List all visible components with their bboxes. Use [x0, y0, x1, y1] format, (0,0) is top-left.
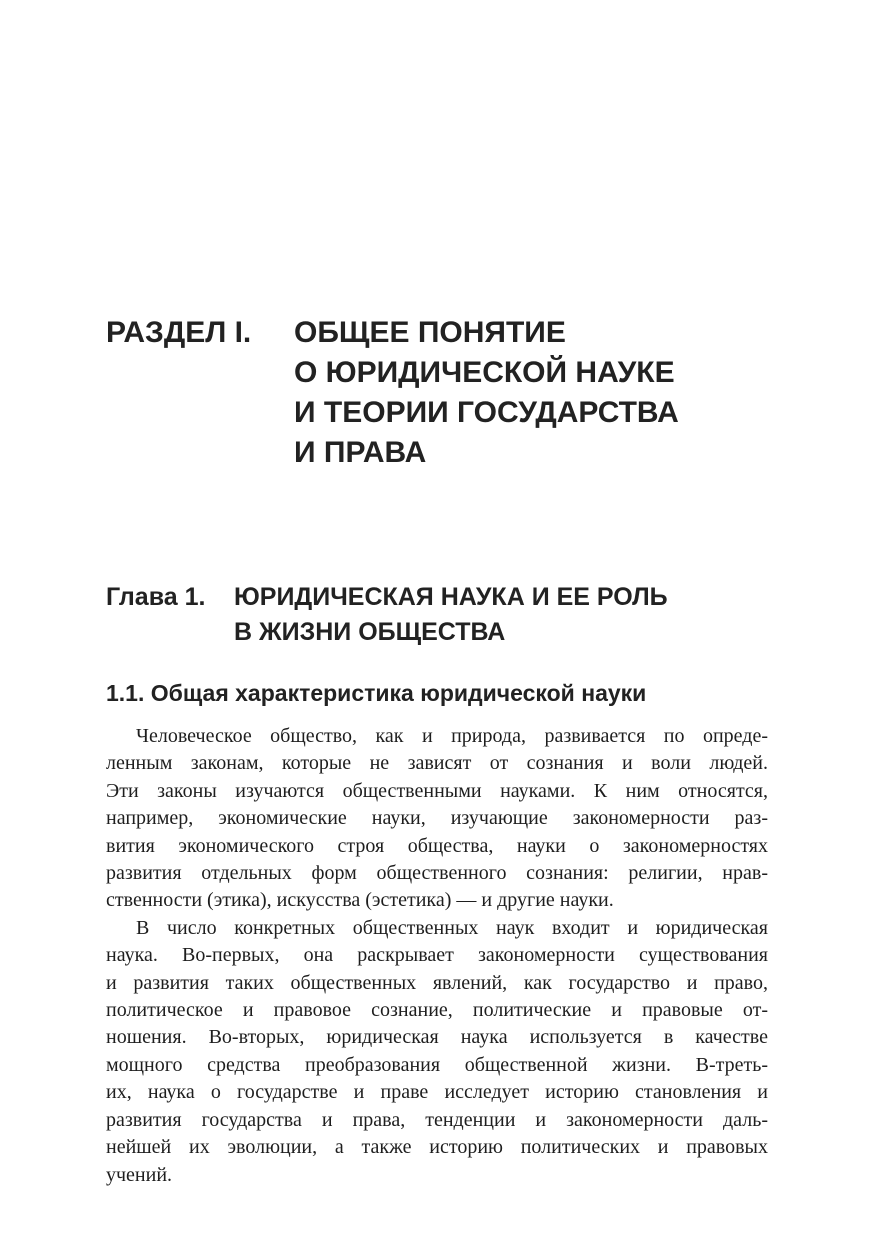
text-line: вития экономического строя общества, науки о закономерностях — [106, 834, 768, 857]
text-line: политическое и правовое сознание, политические и правовые от- — [106, 999, 768, 1022]
body-text — [106, 723, 768, 1189]
section-title-line: И ПРАВА — [294, 436, 427, 469]
text-line: В число конкретных общественных наук входит и юридическая — [136, 916, 768, 939]
section-label: РАЗДЕЛ I. — [106, 316, 252, 349]
text-line: наука. Во-первых, она раскрывает закономерности существования — [106, 944, 768, 967]
chapter-title — [234, 580, 774, 650]
section-title-line: ОБЩЕЕ ПОНЯТИЕ — [294, 316, 566, 349]
section-title-line: И ТЕОРИИ ГОСУДАРСТВА — [294, 396, 679, 429]
paragraph-2 — [106, 915, 768, 1189]
chapter-title-line: ЮРИДИЧЕСКАЯ НАУКА И ЕЕ РОЛЬ — [234, 583, 668, 611]
text-line: их, наука о государстве и праве исследует историю становления и — [106, 1081, 768, 1104]
subsection-title: 1.1. Общая характеристика юридической науки — [106, 680, 647, 706]
text-line: Эти законы изучаются общественными науками. К ним относятся, — [106, 779, 768, 802]
text-line: Человеческое общество, как и природа, развивается по опреде- — [136, 725, 768, 747]
section-title — [294, 313, 754, 473]
text-line: развития государства и права, тенденции и закономерности даль- — [106, 1108, 768, 1131]
text-line: учений. — [106, 1163, 173, 1186]
text-line: ношения. Во-вторых, юридическая наука используется в качестве — [106, 1026, 768, 1049]
text-line: ственности (этика), искусства (эстетика) — и другие науки. — [106, 889, 614, 912]
text-line: например, экономические науки, изучающие закономерности раз- — [106, 807, 768, 830]
text-line: нейшей их эволюции, а также историю политических и правовых — [106, 1136, 768, 1159]
text-line: развития отдельных форм общественного сознания: религии, нрав- — [106, 862, 768, 885]
text-line: и развития таких общественных явлений, как государство и право, — [106, 971, 768, 994]
text-line: мощного средства преобразования общественной жизни. В-треть- — [106, 1053, 768, 1076]
text-line: ленным законам, которые не зависят от сознания и воли людей. — [106, 752, 768, 775]
section-title-line: О ЮРИДИЧЕСКОЙ НАУКЕ — [294, 356, 675, 389]
chapter-label: Глава 1. — [106, 583, 206, 611]
chapter-title-line: В ЖИЗНИ ОБЩЕСТВА — [234, 618, 506, 646]
paragraph-1 — [106, 723, 768, 915]
